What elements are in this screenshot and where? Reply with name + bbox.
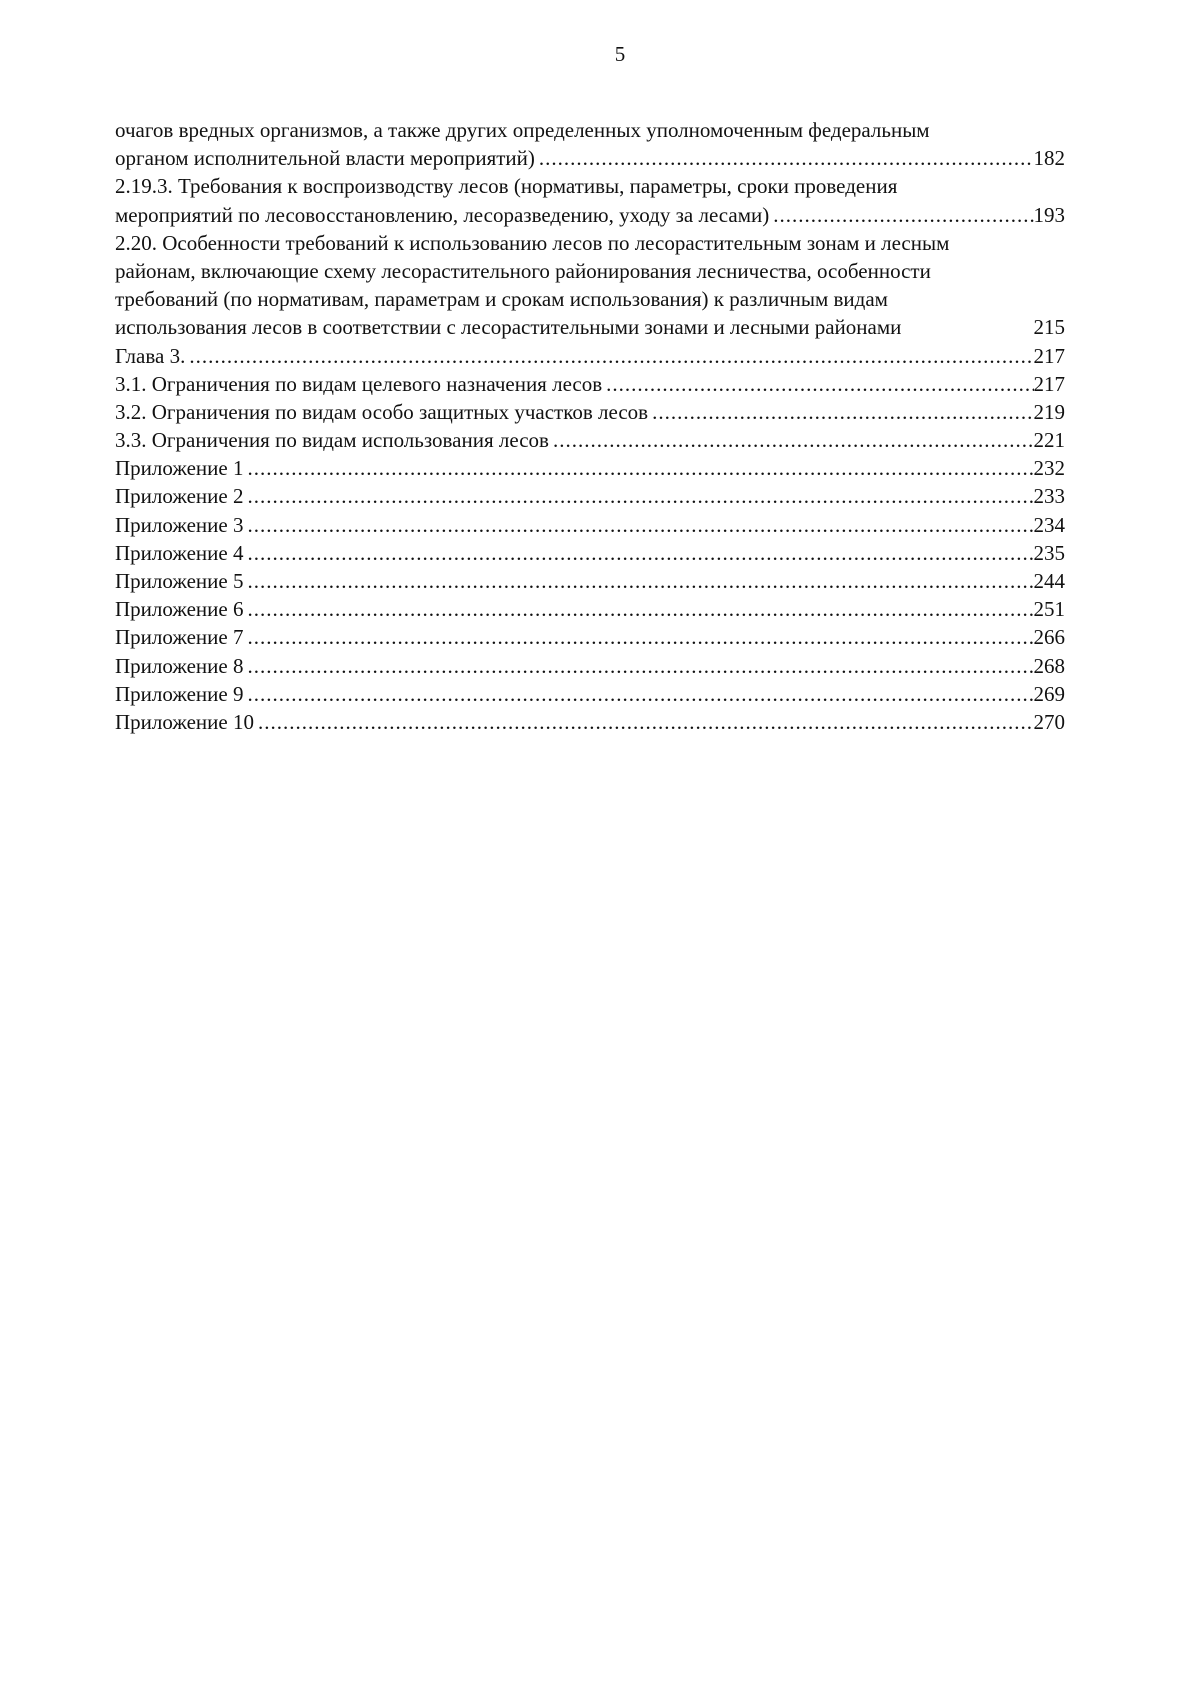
toc-page-number: 219 [1033, 399, 1065, 424]
dot-leader [243, 623, 1033, 651]
toc-entry-last-line [115, 454, 1065, 482]
toc-entry-title: 3.3. Ограничения по видам использования лесов [115, 428, 549, 453]
toc-entry-last-line [115, 342, 1065, 370]
toc-entry-last-line [115, 370, 1065, 398]
toc-entry[interactable] [115, 680, 1125, 708]
toc-entry-title: Глава 3. [115, 343, 186, 368]
toc-entry-last-line [115, 201, 1065, 229]
toc-entry[interactable] [115, 454, 1125, 482]
dot-leader [254, 708, 1034, 736]
toc-entry-title: мероприятий по лесовосстановлению, лесоразведению, уходу за лесами) [115, 202, 770, 227]
toc-page-number: 266 [1033, 625, 1065, 650]
toc-page-number: 217 [1033, 343, 1065, 368]
toc-page-number: 232 [1033, 456, 1065, 481]
toc-entry-last-line [115, 708, 1065, 736]
toc-entry[interactable] [115, 426, 1125, 454]
table-of-contents [115, 116, 1125, 736]
toc-page-number: 234 [1033, 512, 1065, 537]
toc-entry[interactable] [115, 398, 1125, 426]
toc-entry-last-line [115, 426, 1065, 454]
dot-leader [549, 426, 1034, 454]
toc-entry-title: 3.1. Ограничения по видам целевого назначения лесов [115, 371, 603, 396]
toc-entry[interactable] [115, 511, 1125, 539]
toc-entry-last-line [115, 567, 1065, 595]
toc-entry-text-line: 2.19.3. Требования к воспроизводству лесов (нормативы, параметры, сроки проведения [115, 174, 898, 199]
toc-entry-last-line [115, 482, 1065, 510]
toc-entry-text-line: очагов вредных организмов, а также других определенных уполномоченным федеральным [115, 118, 930, 142]
toc-page-number: 233 [1033, 484, 1065, 509]
toc-entry[interactable] [115, 539, 1125, 567]
dot-leader [185, 342, 1033, 370]
toc-entry[interactable] [115, 342, 1125, 370]
toc-entry-last-line [115, 652, 1065, 680]
toc-entry-last-line [115, 539, 1065, 567]
toc-entry-last-line [115, 313, 1065, 341]
toc-entry[interactable] [115, 229, 1125, 342]
toc-entry-title: Приложение 6 [115, 597, 244, 622]
dot-leader [243, 539, 1033, 567]
dot-leader [243, 454, 1033, 482]
toc-entry-title: Приложение 3 [115, 512, 244, 537]
toc-entry[interactable] [115, 172, 1125, 228]
toc-entry[interactable] [115, 623, 1125, 651]
toc-entry-title: Приложение 4 [115, 540, 244, 565]
toc-page-number: 193 [1033, 202, 1065, 227]
toc-entry[interactable] [115, 116, 1125, 172]
toc-entry-title: Приложение 5 [115, 569, 244, 593]
toc-page-number: 215 [1033, 315, 1065, 340]
toc-page-number: 269 [1033, 681, 1065, 706]
dot-leader [243, 567, 1033, 595]
dot-leader [243, 680, 1033, 708]
dot-leader [243, 652, 1033, 680]
toc-entry-title: Приложение 1 [115, 456, 244, 481]
toc-entry-title: Приложение 8 [115, 653, 244, 678]
dot-leader [243, 511, 1033, 539]
toc-page-number: 251 [1033, 597, 1065, 622]
dot-leader [535, 144, 1034, 172]
toc-entry-text-line: 2.20. Особенности требований к использованию лесов по лесорастительным зонам и лесным [115, 230, 950, 255]
dot-leader [648, 398, 1033, 426]
toc-entry[interactable] [115, 482, 1125, 510]
page-number: 5 [614, 42, 626, 66]
dot-leader [243, 482, 1033, 510]
toc-page-number: 268 [1033, 653, 1065, 678]
toc-page-number: 217 [1033, 371, 1065, 396]
toc-entry-title: Приложение 9 [115, 681, 244, 706]
toc-entry[interactable] [115, 567, 1125, 595]
toc-entry[interactable] [115, 708, 1125, 736]
toc-page-number: 235 [1033, 540, 1065, 565]
toc-entry-last-line [115, 511, 1065, 539]
toc-entry-last-line [115, 398, 1065, 426]
toc-entry-title: органом исполнительной власти мероприятий) [115, 146, 535, 171]
dot-leader [243, 595, 1033, 623]
toc-entry-last-line [115, 680, 1065, 708]
toc-entry-title: Приложение 7 [115, 625, 244, 650]
toc-page-number: 270 [1033, 709, 1065, 734]
dot-leader [769, 201, 1033, 229]
dot-leader [602, 370, 1033, 398]
toc-entry-title: Приложение 10 [115, 709, 254, 734]
toc-entry-last-line [115, 623, 1065, 651]
toc-entry-last-line [115, 595, 1065, 623]
toc-entry[interactable] [115, 595, 1125, 623]
toc-page-number: 221 [1033, 428, 1065, 453]
toc-page-number: 244 [1033, 569, 1065, 593]
toc-entry-last-line [115, 144, 1065, 172]
toc-entry-title: Приложение 2 [115, 484, 244, 509]
toc-entry[interactable] [115, 370, 1125, 398]
toc-page-number: 182 [1033, 146, 1065, 171]
toc-entry-title: использования лесов в соответствии с лесорастительными зонами и лесными районами [115, 315, 902, 340]
toc-entry-text-line: требований (по нормативам, параметрам и срокам использования) к различным видам [115, 287, 888, 312]
dot-leader [901, 313, 1033, 341]
toc-entry[interactable] [115, 652, 1125, 680]
toc-entry-title: 3.2. Ограничения по видам особо защитных участков лесов [115, 399, 649, 424]
toc-entry-text-line: районам, включающие схему лесорастительного районирования лесничества, особенности [115, 258, 931, 283]
